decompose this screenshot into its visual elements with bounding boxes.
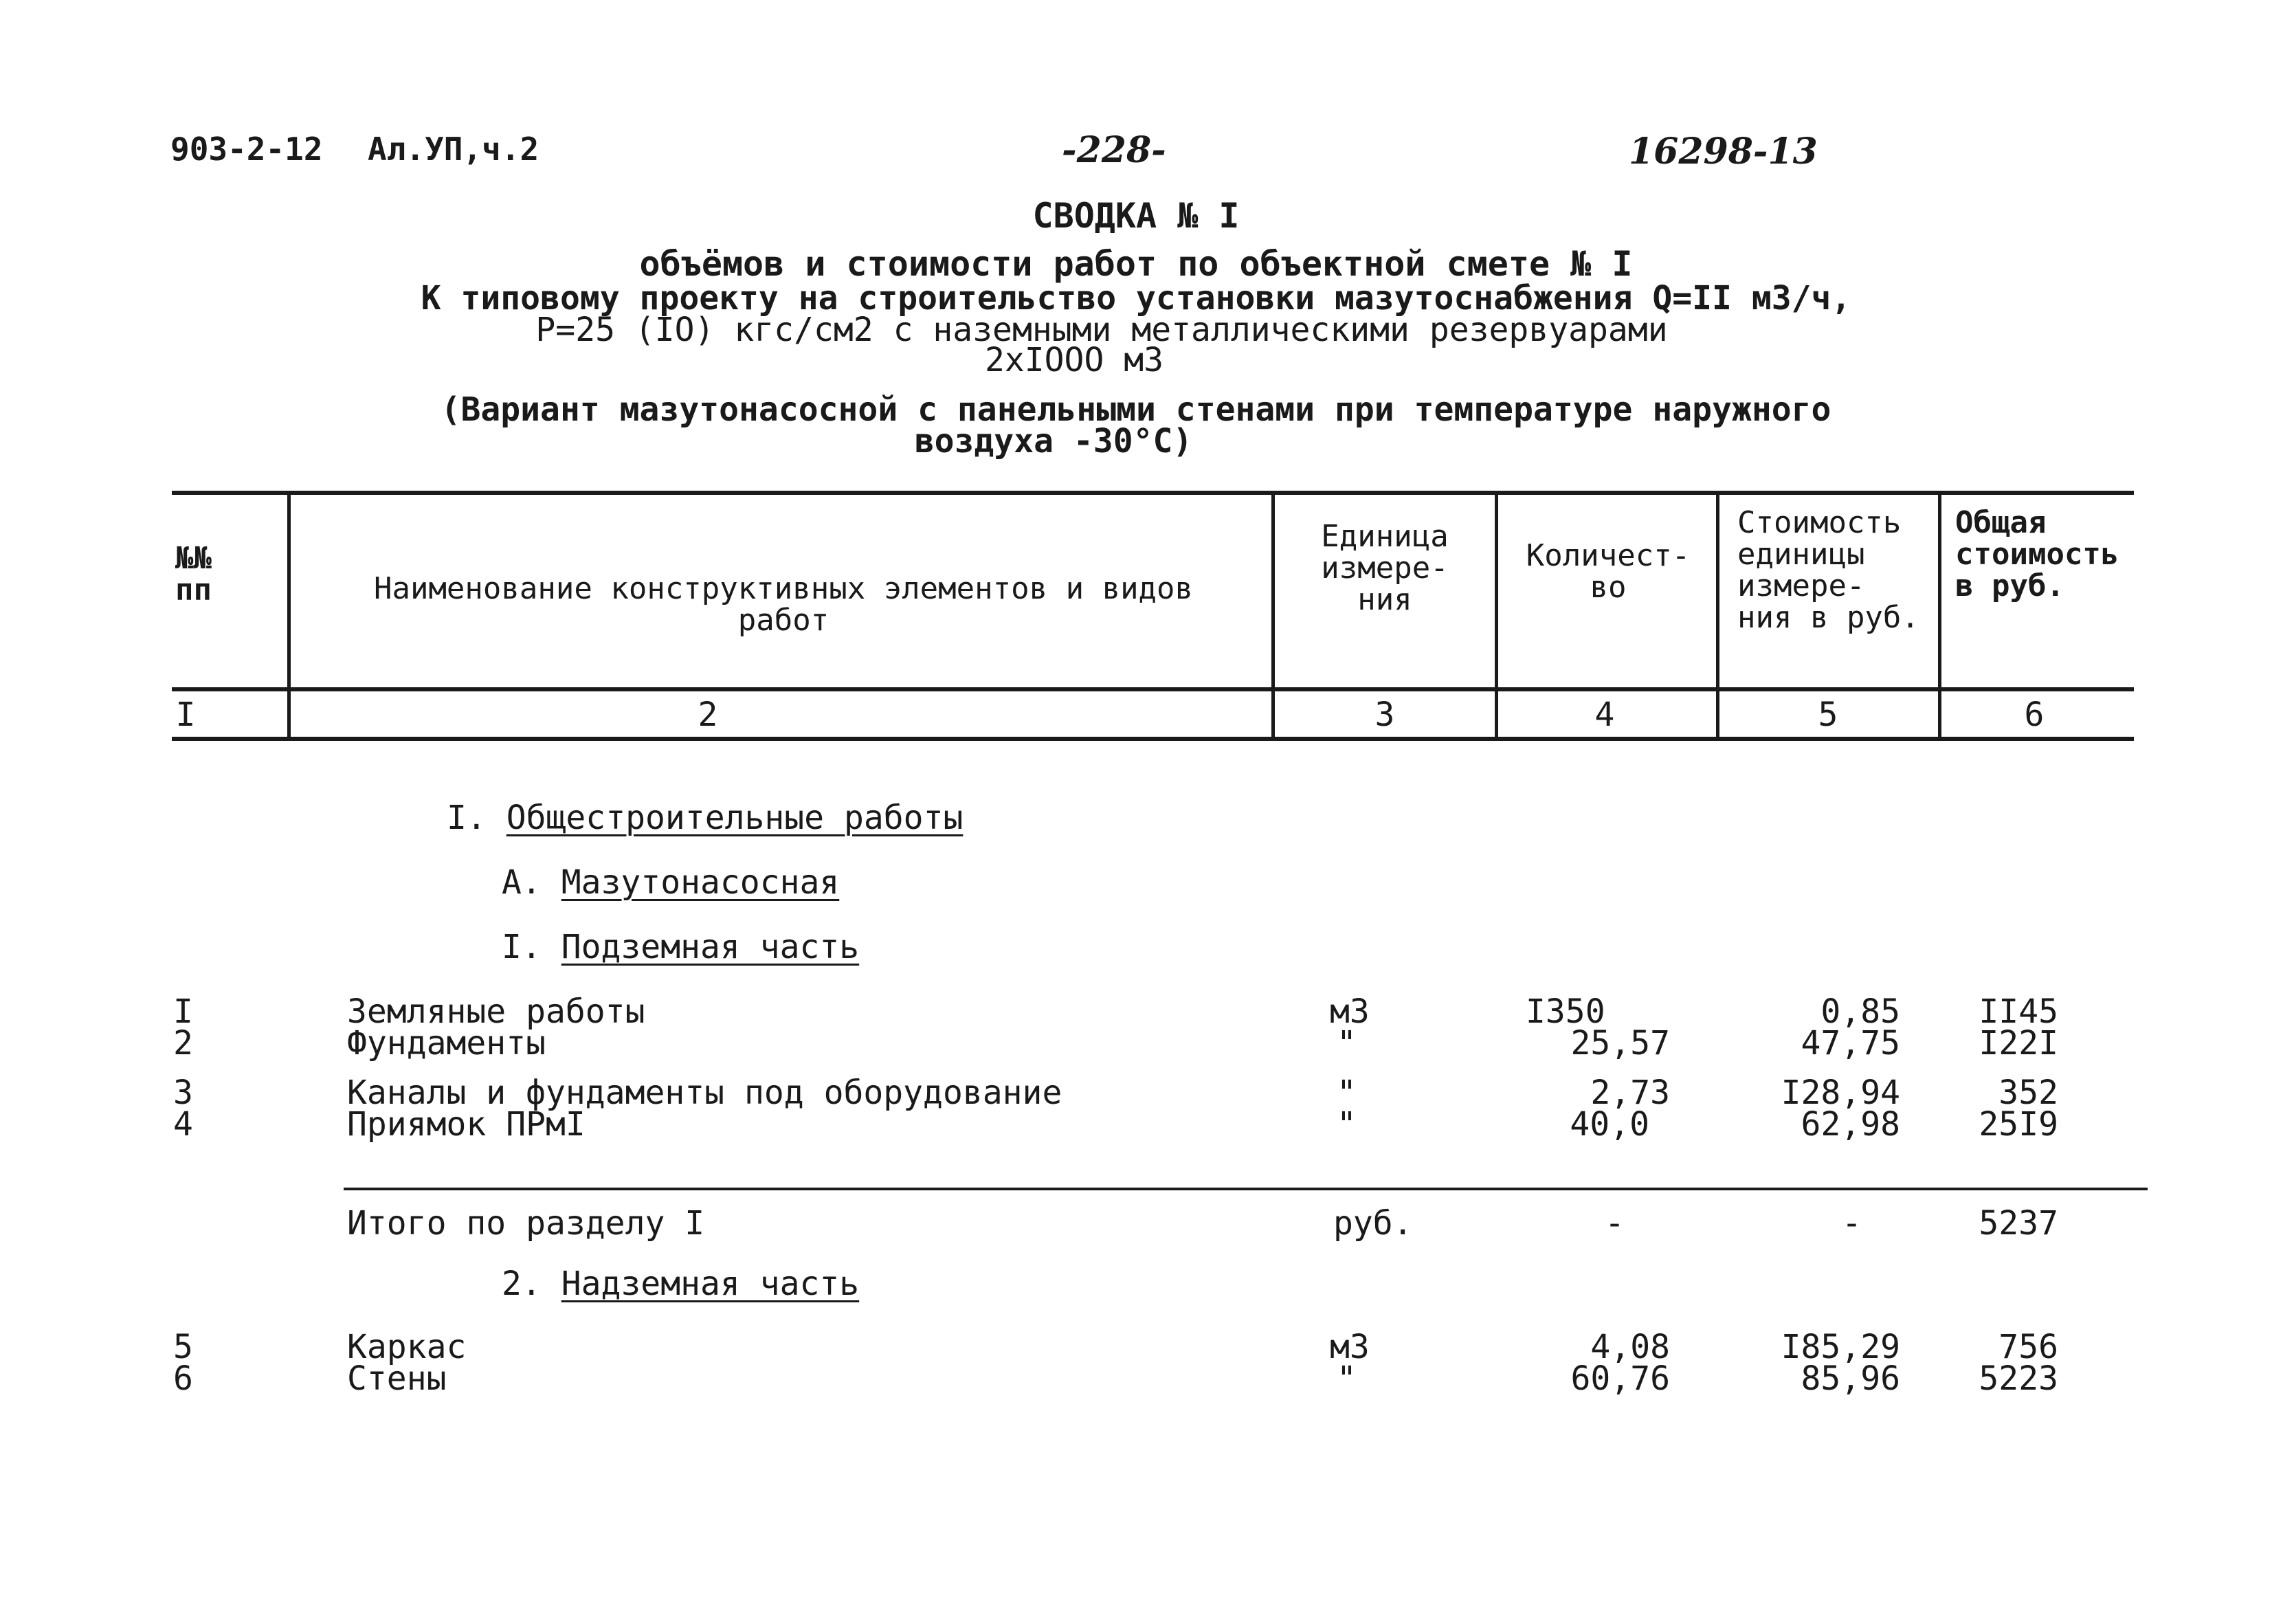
- table-top-rule: [172, 491, 2134, 495]
- section-title: Мазутонасосная: [561, 863, 840, 902]
- row-unit: ": [1337, 1359, 1357, 1398]
- header-element-name: Наименование конструктивных элементов и видов работ: [373, 571, 1194, 638]
- section-heading-underground-part: [502, 928, 859, 966]
- row-name: Фундаменты: [347, 1024, 546, 1063]
- row-quantity: I350: [1526, 992, 1605, 1031]
- row-unit: м3: [1330, 1328, 1370, 1366]
- column-number-rule: [172, 737, 2134, 741]
- row-total: 25I9: [1979, 1105, 2058, 1144]
- subtotal-label: Итого по разделу I: [347, 1204, 705, 1243]
- row-number: 6: [173, 1359, 193, 1398]
- row-number: 5: [173, 1328, 193, 1366]
- section-title: Подземная часть: [561, 928, 860, 966]
- section-heading-fuel-pump-station: [502, 863, 839, 902]
- row-unit-price: 0,85: [1820, 992, 1900, 1031]
- column-divider: [1716, 493, 1719, 738]
- column-divider: [1495, 493, 1498, 738]
- row-unit-price: 85,96: [1801, 1359, 1900, 1398]
- row-unit: м3: [1330, 992, 1370, 1031]
- header-separator-rule: [172, 687, 2134, 691]
- column-divider: [1938, 493, 1941, 738]
- subtotal-rule: [344, 1188, 2148, 1190]
- row-number: 3: [173, 1074, 193, 1112]
- summary-title: СВОДКА № I: [1032, 196, 1240, 236]
- row-total: II45: [1979, 992, 2058, 1031]
- subtotal-total: 5237: [1979, 1204, 2058, 1243]
- column-divider: [1271, 493, 1275, 738]
- row-total: I22I: [1979, 1024, 2058, 1063]
- subtotal-unit-price: -: [1842, 1204, 1862, 1243]
- header-row-number: №№ пп: [175, 541, 212, 608]
- project-description-line2: Р=25 (IO) кгс/см2 с наземными металлическими резервуарами: [535, 311, 1668, 349]
- row-number: 2: [173, 1024, 193, 1063]
- row-unit: ": [1337, 1105, 1357, 1144]
- column-number: 3: [1374, 696, 1395, 734]
- row-name: Каналы и фундаменты под оборудование: [347, 1074, 1062, 1112]
- section-heading-aboveground-part: [502, 1265, 859, 1303]
- page-number: -228-: [1062, 129, 1166, 171]
- column-number: 2: [698, 696, 718, 734]
- section-number: I.: [447, 799, 487, 837]
- row-name: Каркас: [347, 1328, 467, 1366]
- row-unit-price: 47,75: [1801, 1024, 1900, 1063]
- album-reference: Ал.УП,ч.2: [368, 131, 539, 168]
- row-unit: ": [1337, 1074, 1357, 1112]
- header-unit: Единица измере- ния: [1321, 519, 1449, 617]
- row-quantity: 2,73: [1590, 1074, 1670, 1112]
- row-quantity: 60,76: [1570, 1359, 1670, 1398]
- document-code: 903-2-12: [170, 131, 323, 168]
- row-total: 5223: [1979, 1359, 2058, 1398]
- section-title: Общестроительные работы: [506, 799, 964, 837]
- header-total-cost: Общая стоимость в руб.: [1955, 505, 2119, 603]
- row-unit: ": [1337, 1024, 1357, 1063]
- document-number: 16298-13: [1629, 131, 1818, 173]
- column-number: 4: [1594, 696, 1615, 734]
- header-quantity: Количест- во: [1526, 538, 1691, 605]
- project-description-line1: К типовому проекту на строительство установки мазутоснабжения Q=II м3/ч,: [421, 279, 1851, 318]
- row-total: 352: [1998, 1074, 2058, 1112]
- row-name: Приямок ПРмI: [347, 1105, 586, 1144]
- section-title: Надземная часть: [561, 1265, 860, 1303]
- row-quantity: 4,08: [1590, 1328, 1670, 1366]
- subtotal-unit: руб.: [1333, 1204, 1413, 1243]
- column-number: 6: [2024, 696, 2045, 734]
- row-number: 4: [173, 1105, 193, 1144]
- section-heading-general-construction: [447, 799, 963, 837]
- column-number: I: [175, 696, 196, 734]
- column-number: 5: [1818, 696, 1838, 734]
- section-number: А.: [502, 863, 542, 902]
- summary-subtitle: объёмов и стоимости работ по объектной смете № I: [639, 244, 1633, 284]
- row-name: Стены: [347, 1359, 447, 1398]
- subtotal-quantity: -: [1605, 1204, 1625, 1243]
- section-number: I.: [502, 928, 542, 966]
- variant-note-line2: воздуха -30°С): [914, 422, 1193, 460]
- row-unit-price: I28,94: [1781, 1074, 1900, 1112]
- row-quantity: 25,57: [1570, 1024, 1670, 1063]
- project-description-line3: 2хIOOO м3: [984, 341, 1164, 379]
- header-unit-price: Стоимость единицы измере- ния в руб.: [1737, 505, 1919, 635]
- row-unit-price: 62,98: [1801, 1105, 1900, 1144]
- row-unit-price: I85,29: [1781, 1328, 1900, 1366]
- row-name: Земляные работы: [347, 992, 645, 1031]
- row-total: 756: [1998, 1328, 2058, 1366]
- variant-note-line1: (Вариант мазутонасосной с панельными стенами при температуре наружного: [441, 390, 1831, 429]
- column-divider: [287, 493, 291, 738]
- section-number: 2.: [502, 1265, 542, 1303]
- row-number: I: [173, 992, 193, 1031]
- row-quantity: 40,0: [1570, 1105, 1649, 1144]
